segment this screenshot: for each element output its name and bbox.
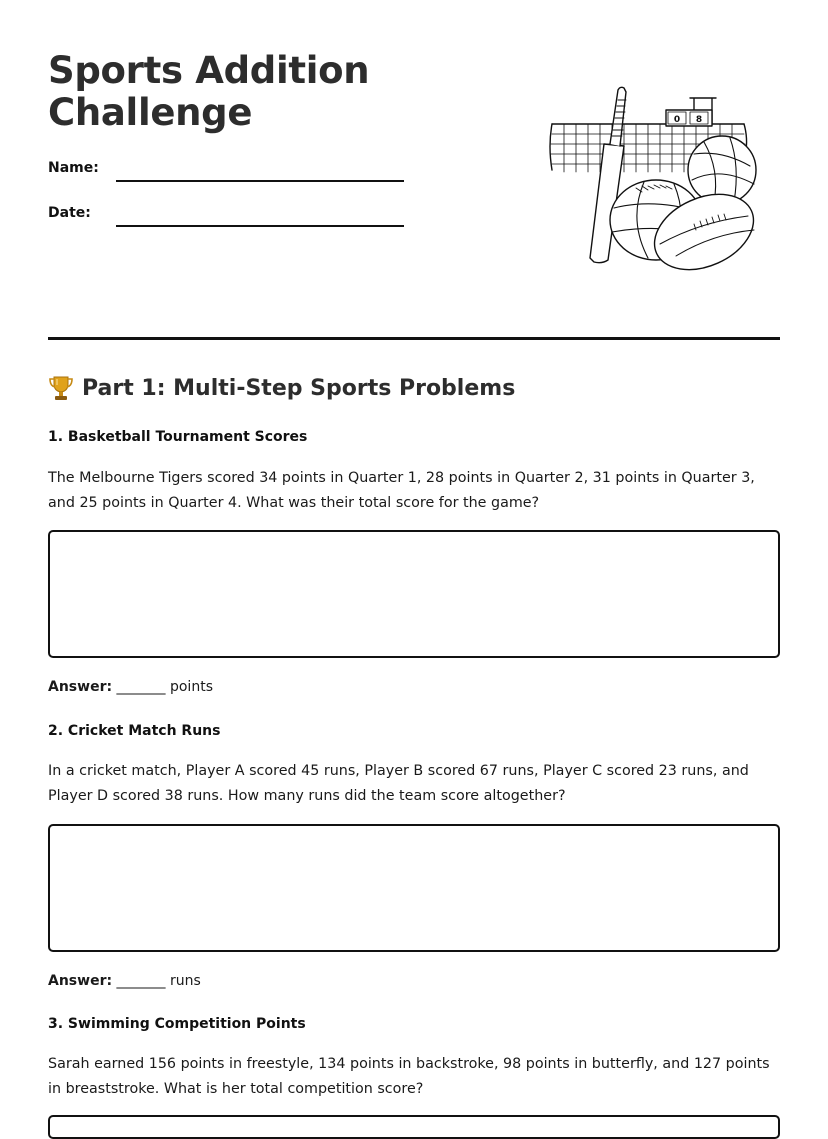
question-3-text: Sarah earned 156 points in freestyle, 134 points in backstroke, 98 points in butterfly, and 127 points in breaststroke. What is her total competition score? — [48, 1056, 770, 1097]
question-1-text: The Melbourne Tigers scored 34 points in Quarter 1, 28 points in Quarter 2, 31 points in Quarter 3, and 25 points in Quarter 4. What was their total score for the game? — [48, 470, 755, 511]
question-1-answer-label: Answer: — [48, 679, 113, 695]
question-2-answer-label: Answer: — [48, 973, 113, 989]
question-2-work-box[interactable] — [48, 824, 780, 952]
question-2-answer-unit: runs — [169, 973, 201, 989]
question-2-answer-blank[interactable]: _______ — [116, 973, 166, 989]
question-2-title: 2. Cricket Match Runs — [48, 723, 221, 739]
question-1-title: 1. Basketball Tournament Scores — [48, 429, 308, 445]
worksheet-header — [48, 0, 780, 340]
question-1-answer — [48, 679, 213, 695]
date-label: Date: — [48, 205, 91, 221]
part-1-heading-text: Part 1: Multi-Step Sports Problems — [82, 375, 516, 401]
question-3-work-box[interactable] — [48, 1115, 780, 1139]
question-2-answer — [48, 973, 201, 989]
scoreboard-left-digit: 0 — [673, 115, 681, 125]
title-line-1: Sports Addition — [48, 49, 370, 92]
worksheet-title — [48, 50, 369, 134]
worksheet-page — [48, 0, 780, 1097]
sports-equipment-illustration — [544, 84, 760, 276]
question-1-work-box[interactable] — [48, 530, 780, 658]
trophy-icon — [48, 374, 74, 402]
name-write-line[interactable] — [116, 180, 404, 182]
question-2-text: In a cricket match, Player A scored 45 runs, Player B scored 67 runs, Player C scored 23 runs, and Player D scored 38 runs. How many runs did the team score altogether? — [48, 763, 749, 804]
header-divider — [48, 337, 780, 340]
date-write-line[interactable] — [116, 225, 404, 227]
scoreboard-right-digit: 8 — [695, 115, 703, 125]
name-field — [48, 158, 408, 188]
name-label: Name: — [48, 160, 99, 176]
question-1-answer-blank[interactable]: _______ — [116, 679, 166, 695]
question-3-title: 3. Swimming Competition Points — [48, 1016, 306, 1032]
title-line-2: Challenge — [48, 91, 253, 134]
question-1-answer-unit: points — [169, 679, 213, 695]
date-field — [48, 203, 408, 233]
part-1-heading — [48, 374, 515, 402]
